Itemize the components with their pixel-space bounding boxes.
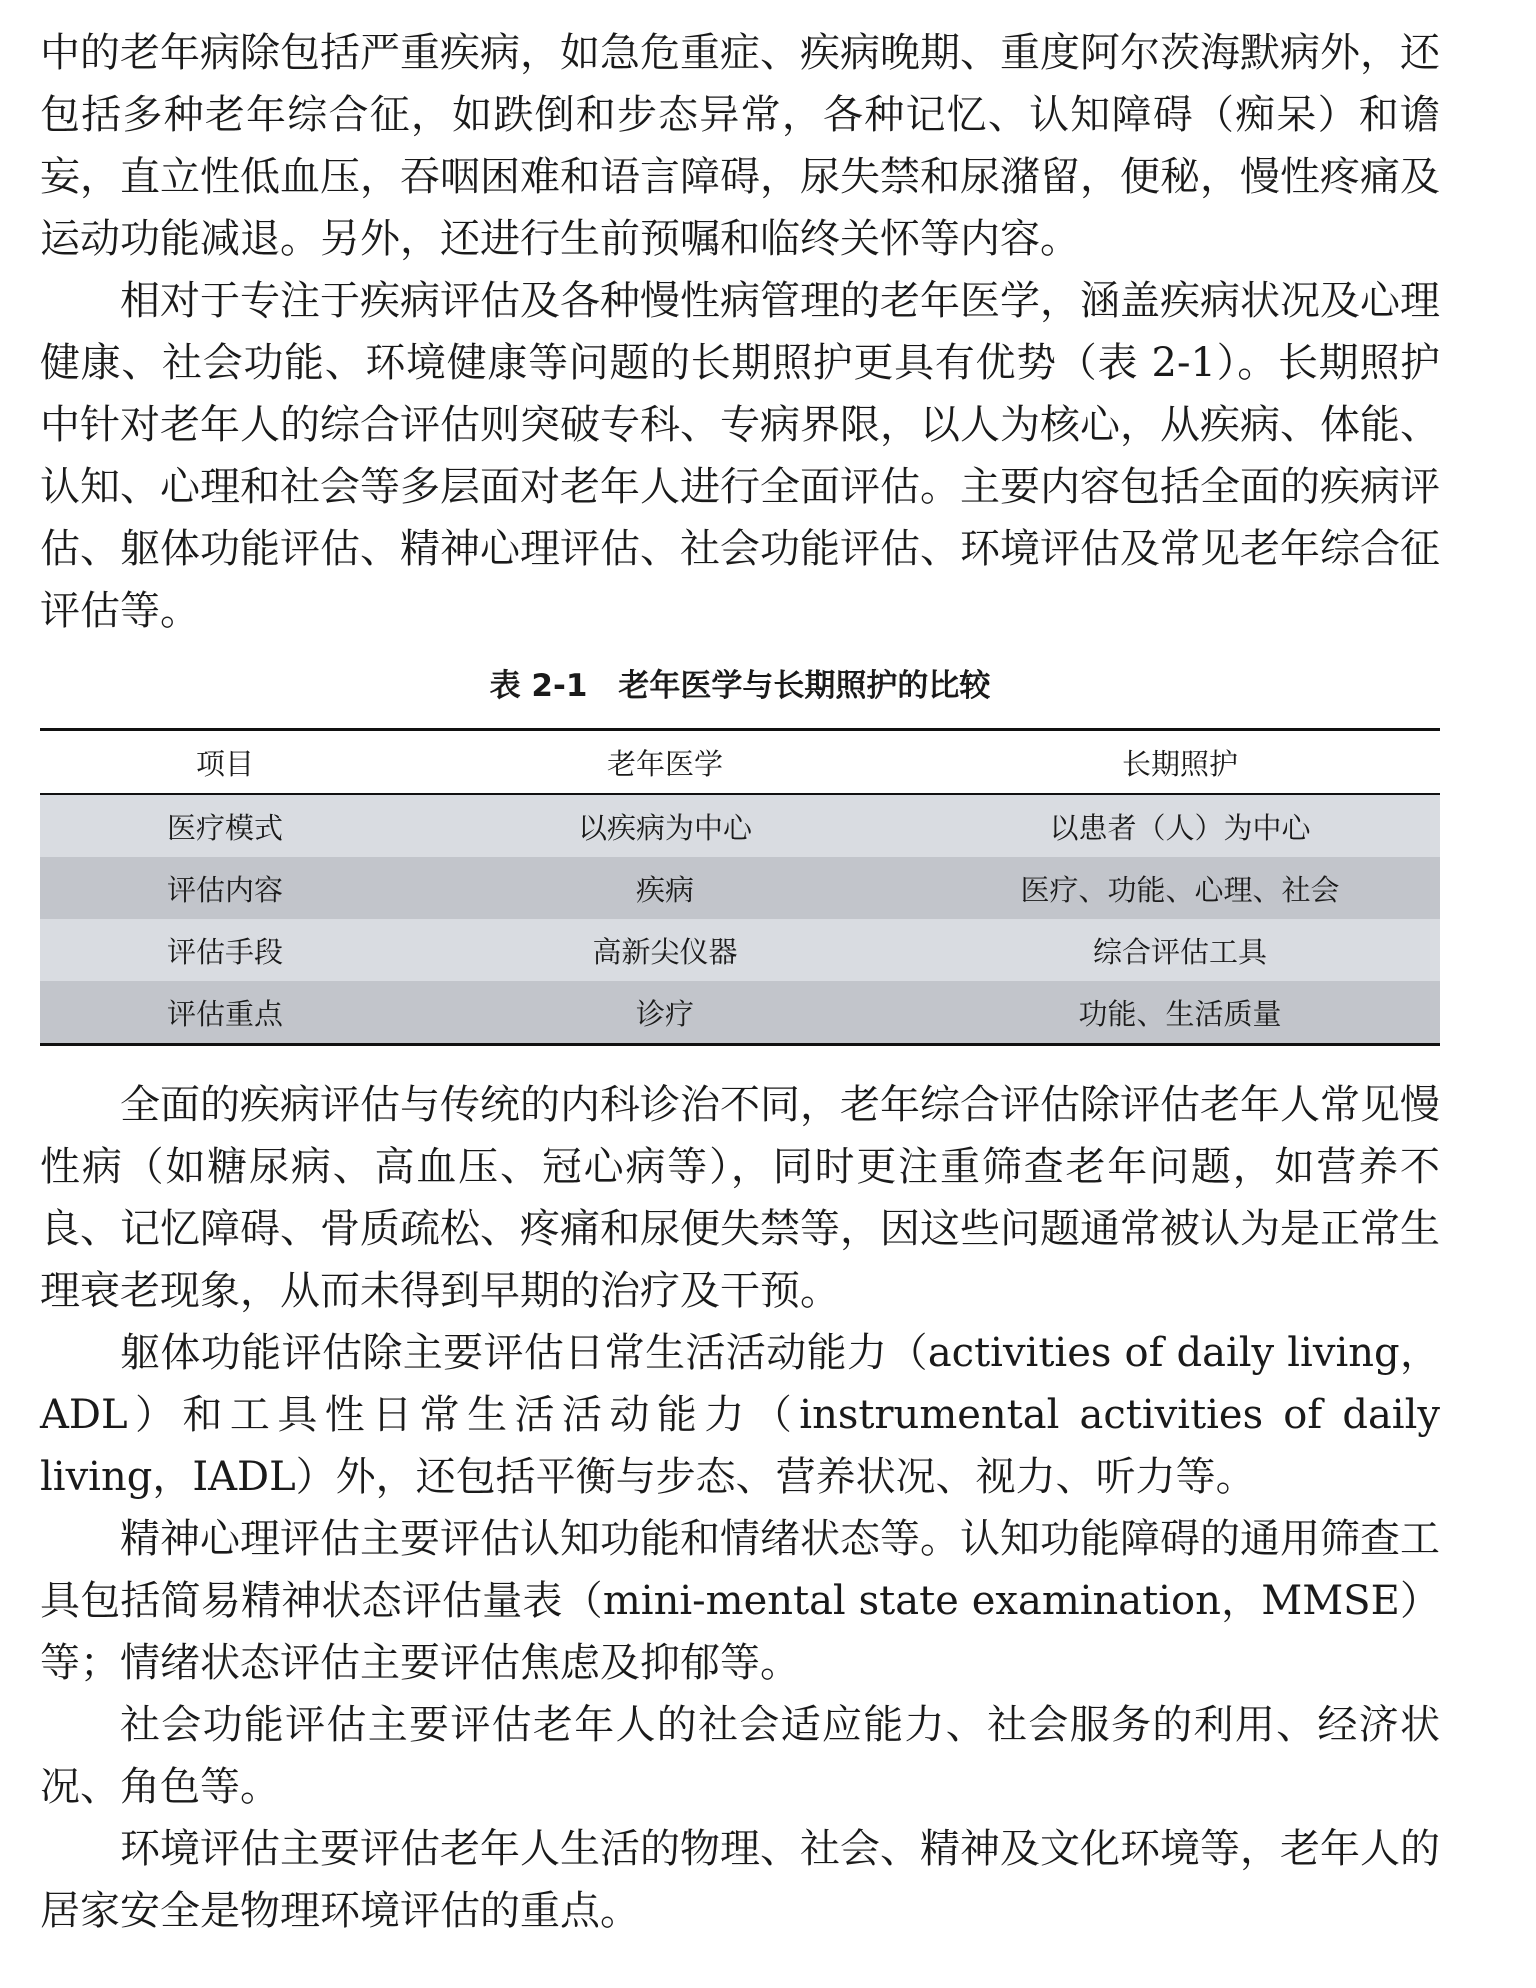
table-cell: 诊疗 (410, 981, 920, 1045)
table-cell: 评估内容 (40, 857, 410, 919)
table-cell: 医疗、功能、心理、社会 (920, 857, 1440, 919)
paragraph-social-function-assessment: 社会功能评估主要评估老年人的社会适应能力、社会服务的利用、经济状况、角色等。 (40, 1702, 1440, 1810)
table-row (40, 919, 1440, 981)
table-cell: 评估重点 (40, 981, 410, 1045)
table-cell: 综合评估工具 (920, 919, 1440, 981)
table-cell: 疾病 (410, 857, 920, 919)
paragraph-mental-psychological-assessment: 精神心理评估主要评估认知功能和情绪状态等。认知功能障碍的通用筛查工具包括简易精神状态评估量表（mini-mental state examination，MMSE）等；情绪状态评估主要评估焦虑及抑郁等。 (40, 1516, 1440, 1686)
comparison-table-block (40, 664, 1440, 1046)
table-header-row (40, 730, 1440, 795)
paragraph-disease-assessment: 全面的疾病评估与传统的内科诊治不同，老年综合评估除评估老年人常见慢性病（如糖尿病、高血压、冠心病等），同时更注重筛查老年问题，如营养不良、记忆障碍、骨质疏松、疼痛和尿便失禁等，因这些问题通常被认为是正常生理衰老现象，从而未得到早期的治疗及干预。 (40, 1082, 1440, 1314)
table-cell: 评估手段 (40, 919, 410, 981)
table-header-cell: 老年医学 (410, 730, 920, 795)
comparison-table (40, 728, 1440, 1046)
table-header-cell: 长期照护 (920, 730, 1440, 795)
table-row (40, 794, 1440, 857)
table-row (40, 857, 1440, 919)
table-cell: 功能、生活质量 (920, 981, 1440, 1045)
table-cell: 医疗模式 (40, 794, 410, 857)
table-row (40, 981, 1440, 1045)
paragraph-geriatric-diseases: 中的老年病除包括严重疾病，如急危重症、疾病晚期、重度阿尔茨海默病外，还包括多种老年综合征，如跌倒和步态异常，各种记忆、认知障碍（痴呆）和谵妄，直立性低血压，吞咽困难和语言障碍，尿失禁和尿潴留，便秘，慢性疼痛及运动功能减退。另外，还进行生前预嘱和临终关怀等内容。 (40, 30, 1440, 262)
paragraph-environment-assessment: 环境评估主要评估老年人生活的物理、社会、精神及文化环境等，老年人的居家安全是物理环境评估的重点。 (40, 1826, 1440, 1934)
table-cell: 高新尖仪器 (410, 919, 920, 981)
table-caption: 表 2-1 老年医学与长期照护的比较 (489, 668, 991, 704)
table-cell: 以疾病为中心 (410, 794, 920, 857)
paragraph-physical-function-assessment: 躯体功能评估除主要评估日常生活活动能力（activities of daily living，ADL）和工具性日常生活活动能力（instrumental activities of daily living，IADL）外，还包括平衡与步态、营养状况、视力、听力等。 (40, 1330, 1440, 1500)
document-page (40, 22, 1440, 1942)
paragraph-long-term-care-advantage: 相对于专注于疾病评估及各种慢性病管理的老年医学，涵盖疾病状况及心理健康、社会功能、环境健康等问题的长期照护更具有优势（表 2-1）。长期照护中针对老年人的综合评估则突破专科、专病界限，以人为核心，从疾病、体能、认知、心理和社会等多层面对老年人进行全面评估。主要内容包括全面的疾病评估、躯体功能评估、精神心理评估、社会功能评估、环境评估及常见老年综合征评估等。 (40, 278, 1440, 634)
table-header-cell: 项目 (40, 730, 410, 795)
table-cell: 以患者（人）为中心 (920, 794, 1440, 857)
